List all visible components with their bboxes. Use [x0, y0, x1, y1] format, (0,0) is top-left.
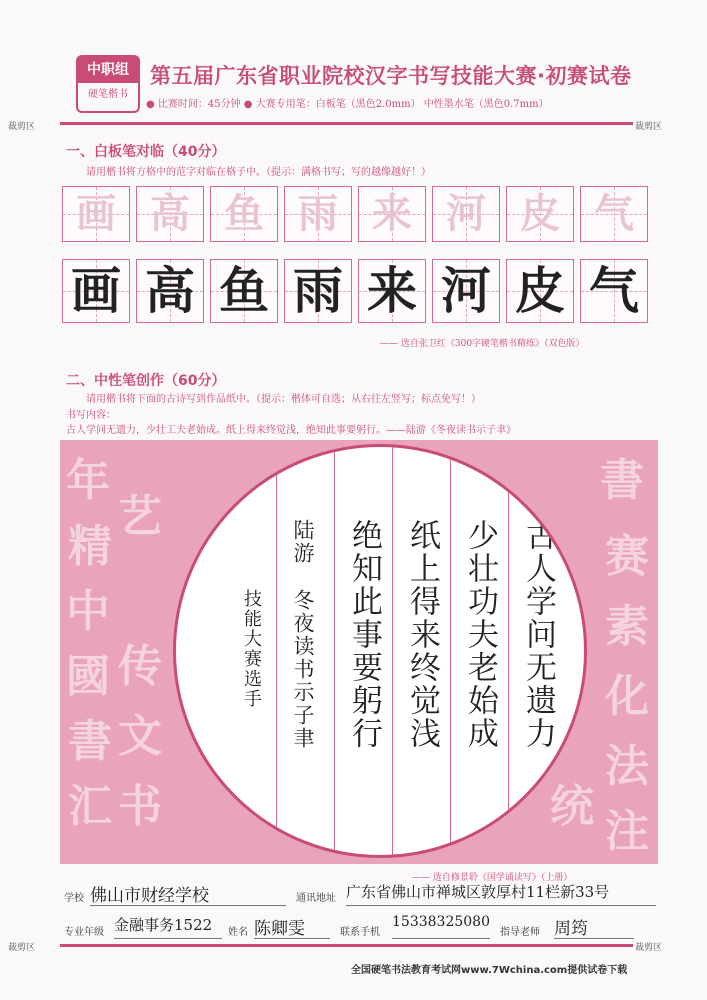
practice-cell[interactable]: [358, 186, 426, 242]
name-field[interactable]: 陈卿雯: [254, 914, 330, 939]
bg-char: 年: [66, 455, 110, 506]
written-char: 来: [367, 261, 417, 320]
section1-source: —— 选自张卫红《300字硬笔楷书精练》（双色版）: [380, 339, 585, 349]
phone-label: 联系手机: [340, 927, 380, 938]
bg-char: 艺: [118, 491, 162, 542]
bg-char: 國: [66, 651, 110, 702]
section2-instruction: 请用楷书将下面的古诗写到作品纸中。（提示：楷体可自选；从右往左竖写；标点免写！）: [86, 394, 481, 405]
top-divider: [60, 122, 633, 125]
written-char: 雨: [293, 261, 343, 320]
teacher-label: 指导老师: [500, 927, 540, 938]
ghost-char: 气: [594, 190, 634, 237]
teacher-field[interactable]: 周筠: [554, 914, 634, 939]
bg-char: 统: [550, 781, 594, 832]
practice-cell[interactable]: [284, 186, 352, 242]
section1-instruction: 请用楷书将方格中的范字对临在格子中。（提示：满格书写；写的越像越好！）: [86, 167, 431, 178]
practice-cell[interactable]: [506, 186, 574, 242]
major-field[interactable]: 金融事务1522: [114, 914, 222, 939]
written-char: 鱼: [219, 261, 269, 320]
exam-info: ● 比赛时间：45分钟 ● 大赛专用笔：白板笔（黑色2.0mm） 中性墨水笔（黑色0.7mm）: [146, 99, 549, 110]
address-field[interactable]: 广东省佛山市禅城区敦厚村11栏新33号: [346, 881, 656, 906]
artwork-circle[interactable]: [173, 444, 587, 858]
bg-char: 汇: [68, 781, 112, 832]
written-cell[interactable]: [62, 259, 130, 323]
column-line: [334, 447, 335, 858]
practice-cell[interactable]: [136, 186, 204, 242]
practice-cell[interactable]: [62, 186, 130, 242]
artwork-paper: [60, 440, 658, 864]
ghost-char: 河: [446, 190, 486, 237]
phone-field[interactable]: 15338325080: [392, 914, 490, 939]
bg-char: 書: [600, 455, 644, 506]
bg-char: 法: [605, 741, 649, 792]
name-label: 姓名: [228, 927, 248, 938]
bg-char: 中: [66, 586, 110, 637]
written-char: 高: [145, 261, 195, 320]
badge-style-label: 硬笔楷书: [88, 89, 128, 100]
ghost-char: 画: [76, 190, 116, 237]
badge-division-label: 中职组: [78, 57, 138, 83]
written-grid-row: [62, 259, 658, 325]
written-cell[interactable]: [210, 259, 278, 323]
written-cell[interactable]: [358, 259, 426, 323]
footer-text: 全国硬笔书法教育考试网www.7Wchina.com提供试卷下载: [351, 965, 628, 976]
section1-title: 一、白板笔对临（40分）: [66, 144, 226, 160]
practice-grid-row: [62, 186, 658, 242]
column-line: [276, 447, 277, 858]
section2-title: 二、中性笔创作（60分）: [66, 373, 226, 389]
bottom-divider: [60, 944, 633, 947]
written-cell[interactable]: [580, 259, 648, 323]
written-cell[interactable]: [136, 259, 204, 323]
bg-char: 化: [605, 671, 649, 722]
exam-title: 第五届广东省职业院校汉字书写技能大赛·初赛试卷: [150, 64, 632, 88]
address-label: 通讯地址: [296, 893, 336, 904]
edge-label-right-top: 裁剪区: [635, 122, 663, 132]
signature: 技能大赛选手: [241, 589, 262, 709]
written-char: 皮: [515, 261, 565, 320]
practice-cell[interactable]: [580, 186, 648, 242]
ghost-char: 来: [372, 190, 412, 237]
written-cell[interactable]: [506, 259, 574, 323]
column-line: [508, 447, 509, 858]
school-label: 学校: [64, 893, 84, 904]
poem-column-2: 少壮功夫老始成: [462, 519, 498, 750]
written-cell[interactable]: [432, 259, 500, 323]
section2-source: —— 选自修景聆《国学诵读写》（上册）: [412, 873, 573, 883]
practice-cell[interactable]: [210, 186, 278, 242]
written-cell[interactable]: [284, 259, 352, 323]
poem-column-4: 绝知此事要躬行: [346, 519, 382, 750]
bg-char: 精: [68, 521, 112, 572]
ghost-char: 高: [150, 190, 190, 237]
ghost-char: 鱼: [224, 190, 264, 237]
bg-char: 文: [118, 711, 162, 762]
content-label: 书写内容：: [66, 410, 116, 421]
written-char: 画: [71, 261, 121, 320]
column-line: [450, 447, 451, 858]
edge-label-left-bottom: 裁剪区: [8, 943, 36, 953]
bg-char: 书: [118, 781, 162, 832]
bg-char: 传: [118, 641, 162, 692]
poem-title: 冬夜读书示子聿: [291, 589, 315, 750]
bg-char: 赛: [605, 531, 649, 582]
edge-label-left-top: 裁剪区: [8, 122, 36, 132]
written-char: 河: [441, 261, 491, 320]
practice-cell[interactable]: [432, 186, 500, 242]
major-label: 专业年级: [64, 927, 104, 938]
school-field[interactable]: 佛山市财经学校: [90, 881, 286, 906]
written-char: 气: [589, 261, 639, 320]
poem-content: 古人学问无遗力，少壮工夫老始成。纸上得来终觉浅，绝知此事要躬行。——陆游《冬夜读书示子聿》: [66, 425, 516, 436]
poem-column-3: 纸上得来终觉浅: [404, 519, 440, 750]
bg-char: 注: [605, 806, 649, 857]
author-name: 陆游: [291, 519, 315, 565]
bg-char: 書: [68, 716, 112, 767]
ghost-char: 雨: [298, 190, 338, 237]
ghost-char: 皮: [520, 190, 560, 237]
edge-label-right-bottom: 裁剪区: [635, 943, 663, 953]
column-line: [392, 447, 393, 858]
bg-char: 素: [605, 601, 649, 652]
division-badge: [76, 55, 140, 113]
poem-column-1: 古人学问无遗力: [520, 519, 556, 750]
